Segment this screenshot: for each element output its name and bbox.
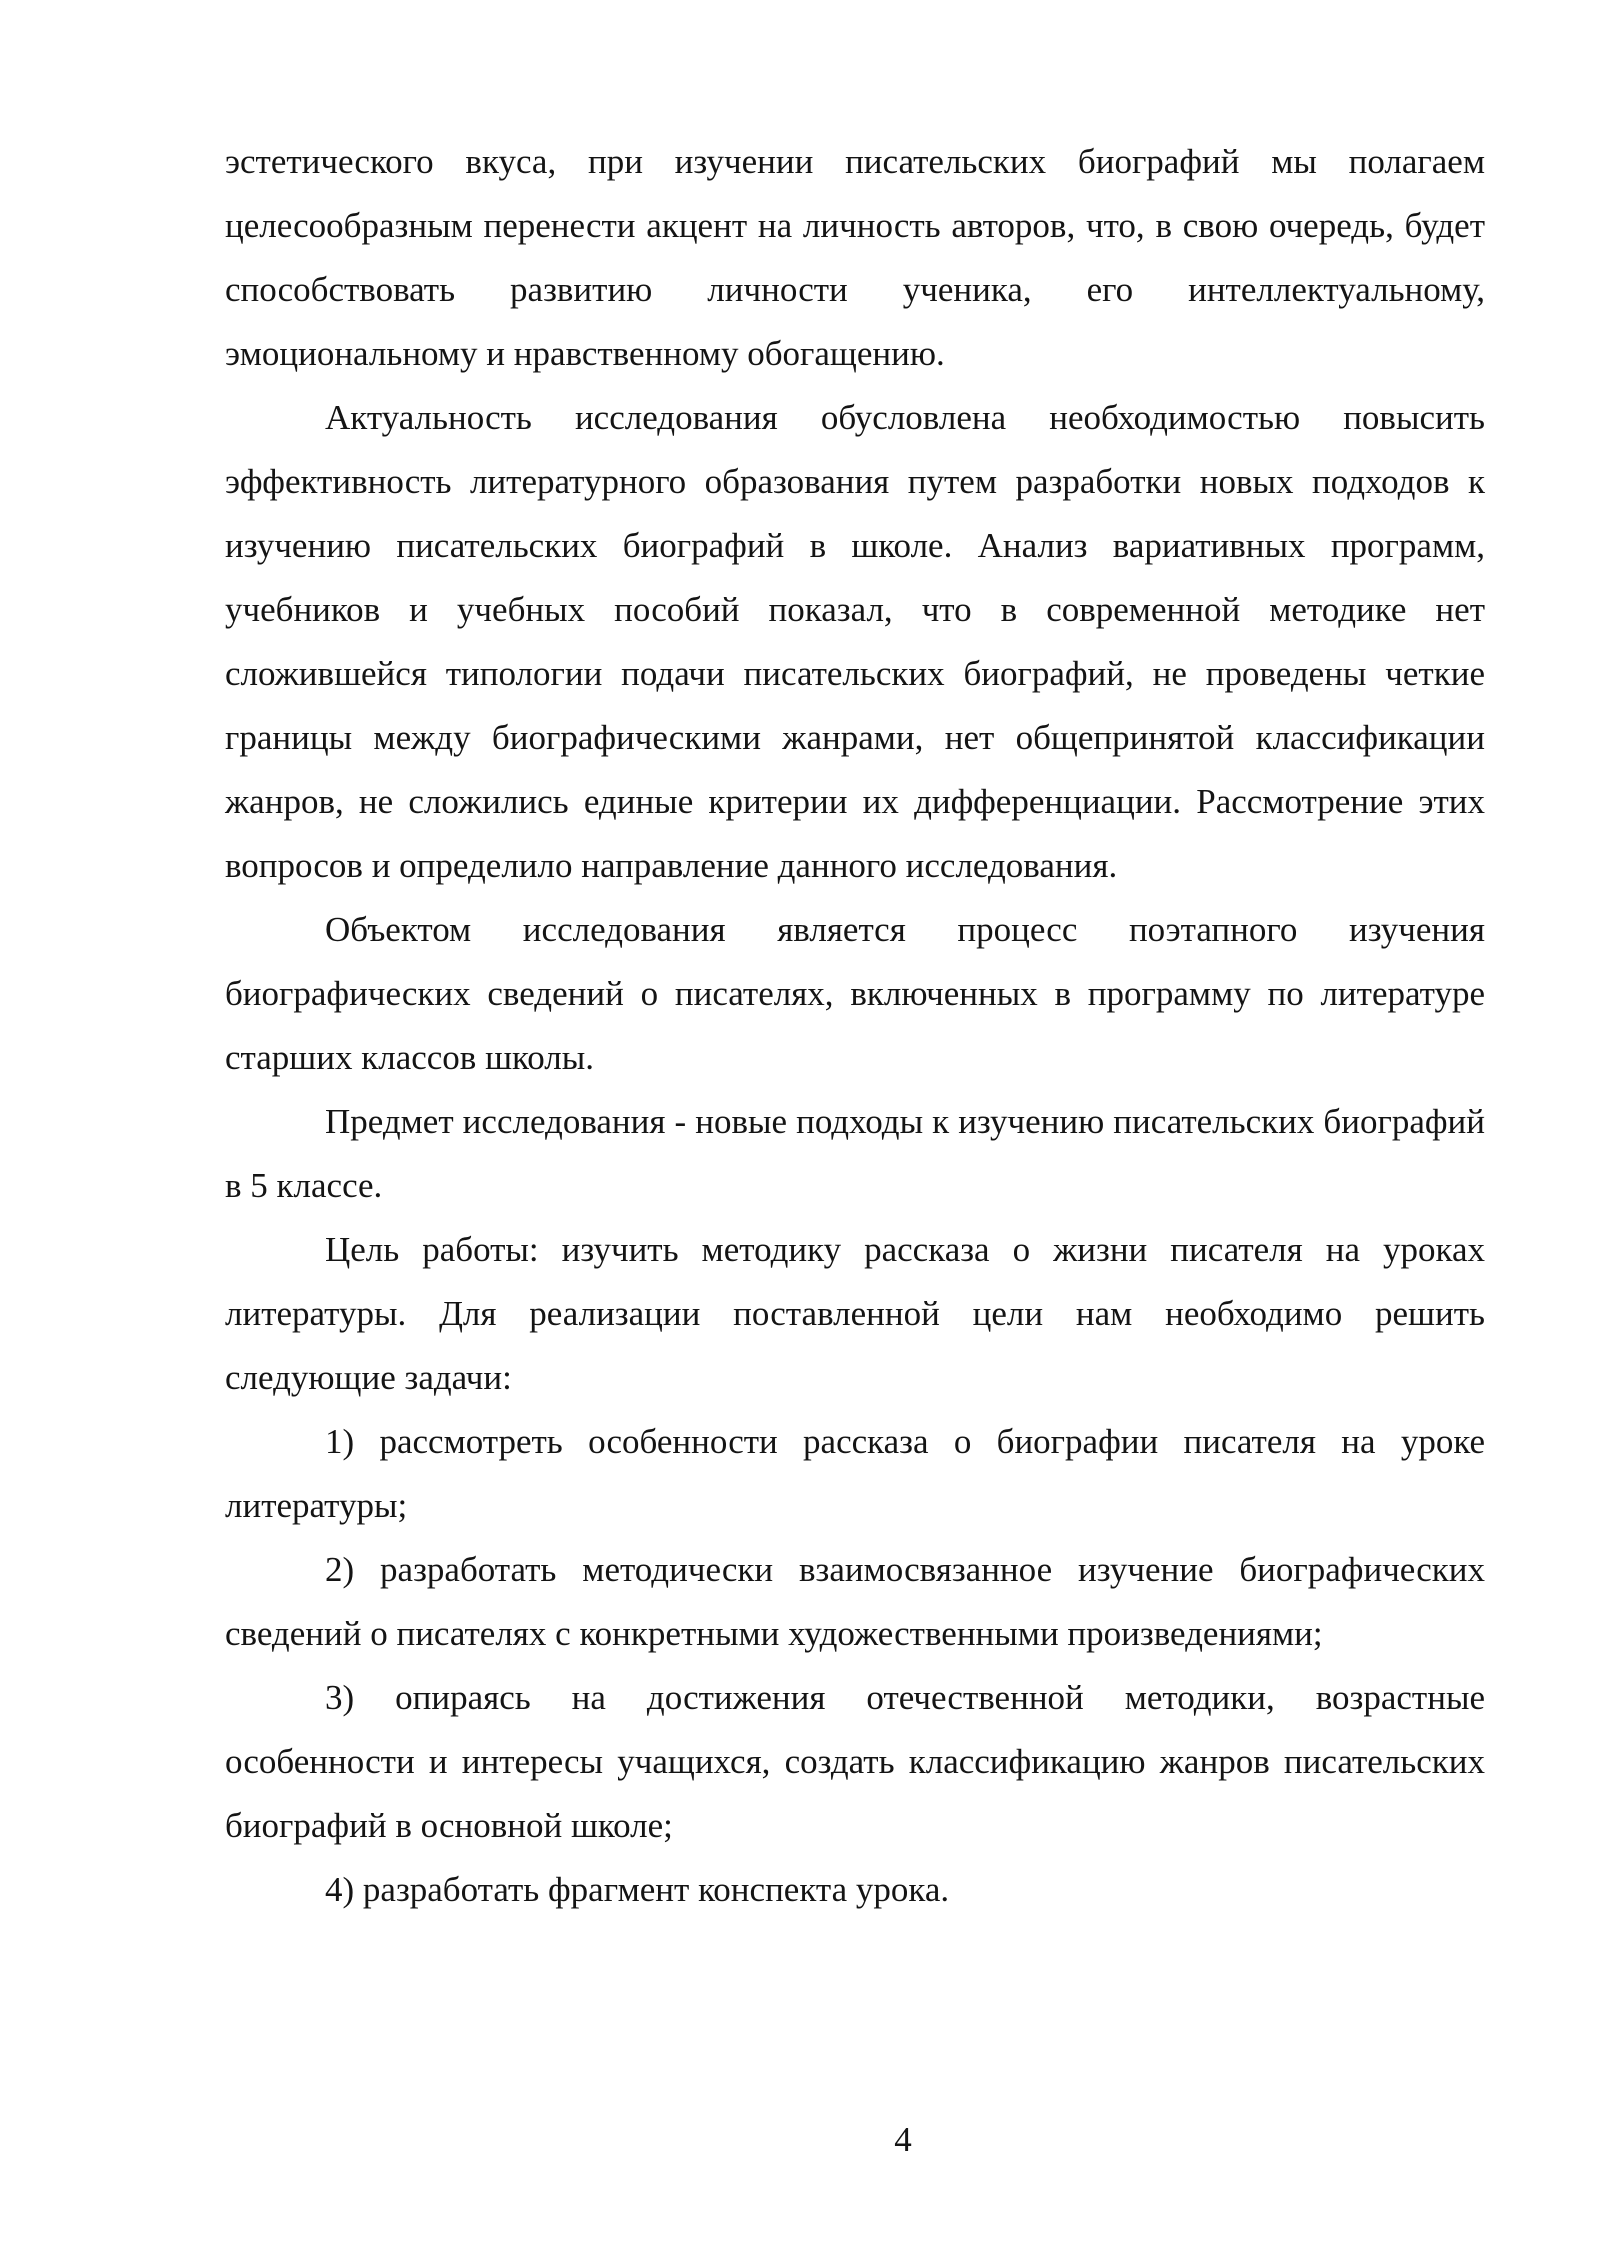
- paragraph: 4) разработать фрагмент конспекта урока.: [325, 1870, 950, 1909]
- paragraph: Предмет исследования - новые подходы к изучению писательских биографий в 5 классе.: [225, 1102, 1485, 1205]
- paragraph: 2) разработать методически взаимосвязанное изучение биографических сведений о писателях с конкретными художественными произведениями;: [225, 1550, 1485, 1653]
- paragraph: 3) опираясь на достижения отечественной методики, возрастные особенности и интересы учащихся, создать классификацию жанров писательских биографий в основной школе;: [225, 1678, 1485, 1845]
- paragraph: Цель работы: изучить методику рассказа о жизни писателя на уроках литературы. Для реализации поставленной цели нам необходимо решить следующие задачи:: [225, 1230, 1485, 1397]
- paragraph: 1) рассмотреть особенности рассказа о биографии писателя на уроке литературы;: [225, 1422, 1485, 1525]
- paragraph: Актуальность исследования обусловлена необходимостью повысить эффективность литературного образования путем разработки новых подходов к изучению писательских биографий в школе. Анализ вариативных программ, учебников и учебных пособий показал, что в современной методике нет сложившейся типологии подачи писательских биографий, не проведены четкие границы между биографическими жанрами, нет общепринятой классификации жанров, не сложились единые критерии их дифференциации. Рассмотрение этих вопросов и определило направление данного исследования.: [225, 398, 1485, 885]
- text-block: [225, 0, 1485, 1922]
- paragraph: эстетического вкуса, при изучении писательских биографий мы полагаем целесообразным перенести акцент на личность авторов, что, в свою очередь, будет способствовать развитию личности ученика, его интеллектуальному, эмоциональному и нравственному обогащению.: [225, 142, 1485, 373]
- paragraph: Объектом исследования является процесс поэтапного изучения биографических сведений о писателях, включенных в программу по литературе старших классов школы.: [225, 910, 1485, 1077]
- page-number: 4: [894, 2120, 912, 2159]
